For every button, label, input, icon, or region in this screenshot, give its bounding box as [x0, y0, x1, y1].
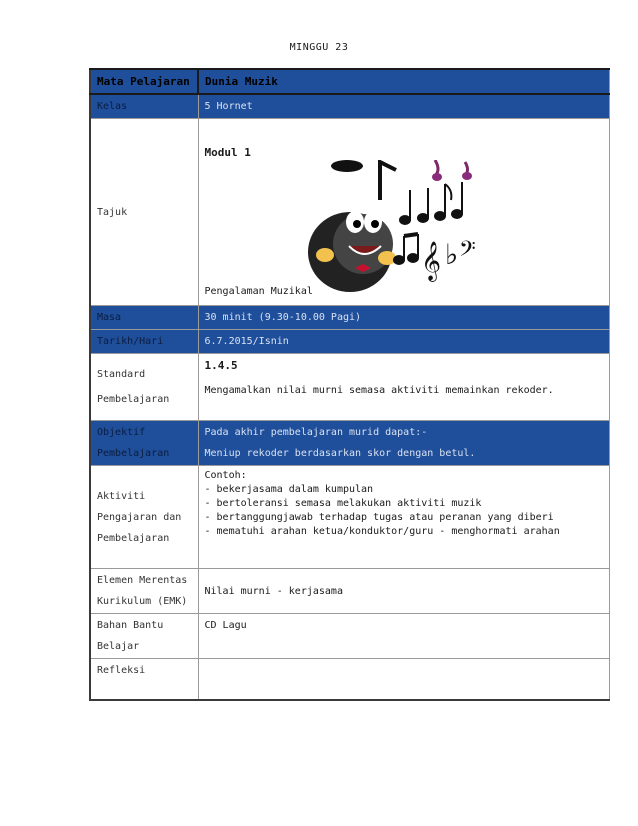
week-heading: MINGGU 23	[289, 42, 349, 53]
standard-label-line-1: Standard	[97, 369, 146, 380]
objektif-cell	[198, 421, 610, 466]
objektif-line-1: Pada akhir pembelajaran murid dapat:-	[204, 427, 428, 438]
tajuk-label: Tajuk	[90, 119, 198, 306]
bahan-label-line-2: Belajar	[97, 641, 140, 652]
standard-cell	[198, 354, 610, 421]
row-masa	[90, 306, 610, 330]
emk-label	[90, 569, 198, 614]
row-objektif	[90, 421, 610, 466]
subject-label: Mata Pelajaran	[90, 69, 198, 94]
tarikh-value: 6.7.2015/Isnin	[198, 330, 610, 354]
tarikh-label: Tarikh/Hari	[90, 330, 198, 354]
row-aktiviti	[90, 466, 610, 569]
tajuk-subtitle: Pengalaman Muzikal	[204, 286, 313, 297]
row-bahan	[90, 614, 610, 659]
aktiviti-label-line-3: Pembelajaran	[97, 532, 170, 544]
aktiviti-line: - bertoleransi semasa melakukan aktiviti muzik	[204, 498, 482, 509]
standard-label	[90, 354, 198, 421]
masa-value: 30 minit (9.30-10.00 Pagi)	[198, 306, 610, 330]
aktiviti-cell	[198, 466, 610, 569]
aktiviti-label-line-1: Aktiviti	[97, 490, 146, 502]
refleksi-value	[198, 659, 610, 701]
objektif-label-line-1: Objektif	[97, 427, 146, 438]
kelas-value: 5 Hornet	[198, 94, 610, 119]
objektif-label-line-2: Pembelajaran	[97, 448, 170, 459]
emk-label-line-2: Kurikulum (EMK)	[97, 596, 188, 607]
row-kelas	[90, 94, 610, 119]
aktiviti-line: Contoh:	[204, 470, 247, 481]
aktiviti-label	[90, 466, 198, 569]
row-subject	[90, 69, 610, 94]
aktiviti-line: - bertanggungjawab terhadap tugas atau peranan yang diberi	[204, 512, 554, 523]
masa-label: Masa	[90, 306, 198, 330]
subject-value: Dunia Muzik	[198, 69, 610, 94]
row-refleksi	[90, 659, 610, 701]
aktiviti-label-line-2: Pengajaran dan	[97, 511, 182, 523]
standard-code: 1.4.5	[204, 359, 238, 372]
objektif-line-2: Meniup rekoder berdasarkan skor dengan betul.	[204, 448, 476, 459]
emk-label-line-1: Elemen Merentas	[97, 575, 188, 586]
aktiviti-line: - mematuhi arahan ketua/konduktor/guru - menghormati arahan	[204, 526, 560, 537]
kelas-label: Kelas	[90, 94, 198, 119]
music-notes-illustration	[305, 160, 480, 300]
bahan-value: CD Lagu	[198, 614, 610, 659]
lesson-plan-table	[89, 68, 610, 701]
objektif-label	[90, 421, 198, 466]
row-tarikh	[90, 330, 610, 354]
emk-value: Nilai murni - kerjasama	[198, 569, 610, 614]
tajuk-cell	[198, 119, 610, 306]
svg-text:𝄢: 𝄢	[458, 237, 476, 267]
bahan-label	[90, 614, 198, 659]
bahan-label-line-1: Bahan Bantu	[97, 620, 164, 631]
tajuk-modul: Modul 1	[204, 146, 251, 159]
svg-text:♭: ♭	[444, 238, 458, 271]
row-standard	[90, 354, 610, 421]
row-tajuk	[90, 119, 610, 306]
standard-label-line-2: Pembelajaran	[97, 394, 170, 405]
aktiviti-line: - bekerjasama dalam kumpulan	[204, 484, 374, 495]
row-emk	[90, 569, 610, 614]
standard-text: Mengamalkan nilai murni semasa aktiviti memainkan rekoder.	[204, 385, 554, 396]
svg-text:𝄞: 𝄞	[420, 241, 441, 281]
refleksi-label: Refleksi	[90, 659, 198, 701]
